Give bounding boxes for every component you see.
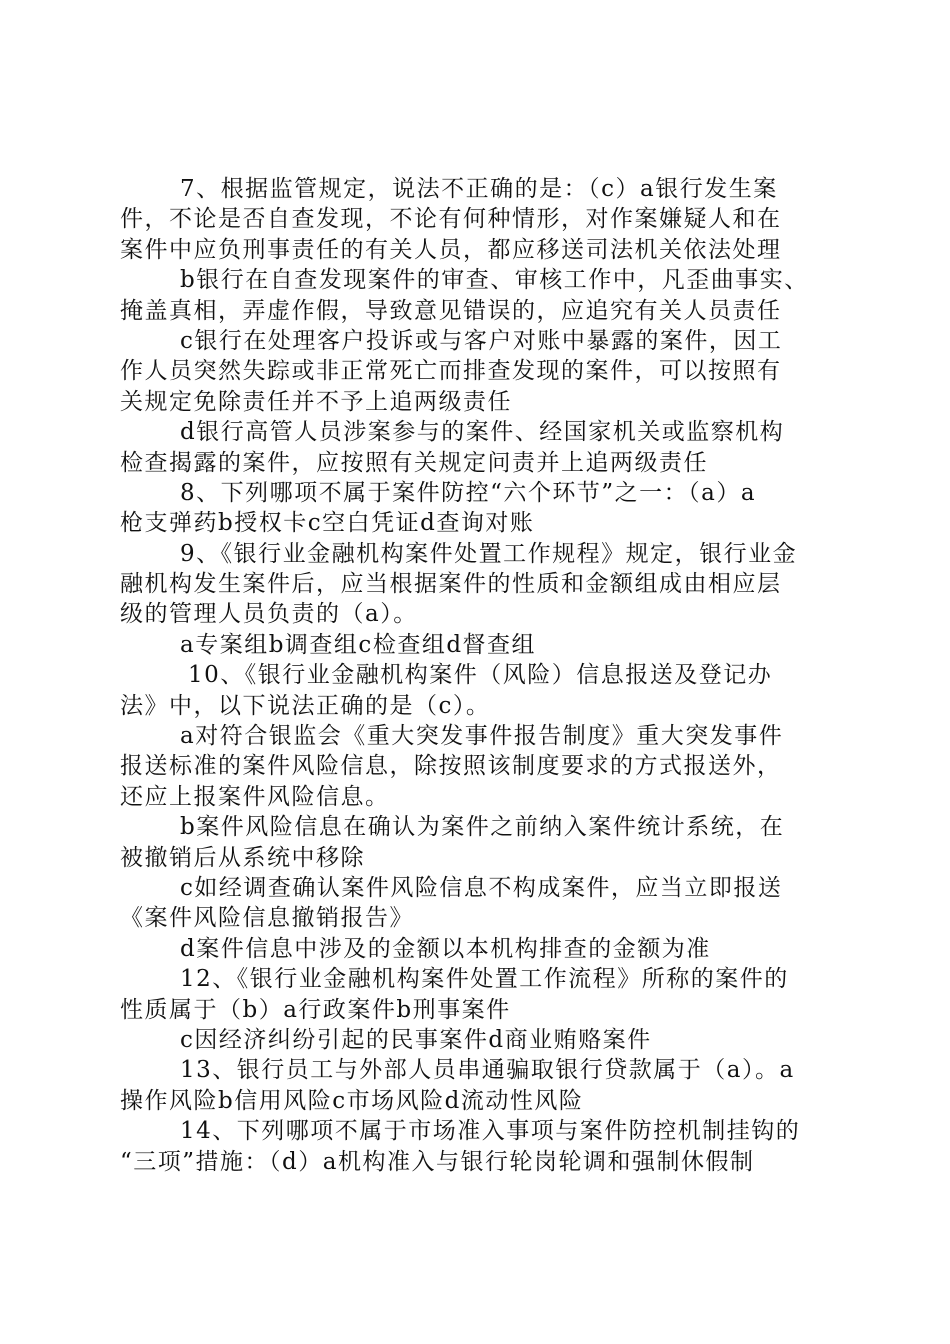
text-line: a对符合银监会《重大突发事件报告制度》重大突发事件 (180, 723, 784, 750)
text-line: c银行在处理客户投诉或与客户对账中暴露的案件，因工 (180, 327, 783, 354)
text-line: 枪支弹药b授权卡c空白凭证d查询对账 (120, 510, 535, 537)
text-line: 融机构发生案件后，应当根据案件的性质和金额组成由相应层 (120, 571, 782, 598)
text-line: 关规定免除责任并不予上追两级责任 (120, 388, 512, 415)
text-line: b银行在自查发现案件的审查、审核工作中，凡歪曲事实、 (180, 267, 809, 294)
text-line: 掩盖真相，弄虚作假，导致意见错误的，应追究有关人员责任 (120, 297, 782, 324)
document-body (120, 174, 860, 1177)
text-line: 性质属于（b）a行政案件b刑事案件 (120, 996, 511, 1023)
text-line: 10、《银行业金融机构案件（风险）信息报送及登记办 (188, 662, 773, 689)
text-line: 作人员突然失踪或非正常死亡而排查发现的案件，可以按照有 (120, 358, 782, 385)
text-line: 《案件风险信息撤销报告》 (120, 905, 414, 932)
text-line: 法》中，以下说法正确的是（c）。 (120, 692, 491, 719)
text-line: 还应上报案件风险信息。 (120, 783, 390, 810)
text-line: 14、下列哪项不属于市场准入事项与案件防控机制挂钩的 (180, 1118, 801, 1145)
text-line: c如经调查确认案件风险信息不构成案件，应当立即报送 (180, 874, 783, 901)
text-line: 9、《银行业金融机构案件处置工作规程》规定，银行业金 (180, 540, 798, 567)
text-line: 13、银行员工与外部人员串通骗取银行贷款属于（a）。a (180, 1057, 795, 1084)
text-line: 操作风险b信用风险c市场风险d流动性风险 (120, 1087, 584, 1114)
text-line: d案件信息中涉及的金额以本机构排查的金额为准 (180, 935, 711, 962)
text-line: 检查揭露的案件，应按照有关规定问责并上追两级责任 (120, 449, 708, 476)
text-line: 件，不论是否自查发现，不论有何种情形，对作案嫌疑人和在 (120, 206, 782, 233)
text-line: 报送标准的案件风险信息，除按照该制度要求的方式报送外， (120, 753, 782, 780)
text-line: “三项”措施：（d）a机构准入与银行轮岗轮调和强制休假制 (120, 1148, 755, 1175)
text-line: d银行高管人员涉案参与的案件、经国家机关或监察机构 (180, 419, 785, 446)
text-line: a专案组b调查组c检查组d督查组 (180, 631, 537, 658)
text-line: 12、《银行业金融机构案件处置工作流程》所称的案件的 (180, 966, 789, 993)
text-line: c因经济纠纷引起的民事案件d商业贿赂案件 (180, 1026, 652, 1053)
text-line: 被撤销后从系统中移除 (120, 844, 365, 871)
text-line: 级的管理人员负责的（a）。 (120, 601, 418, 628)
text-line: 案件中应负刑事责任的有关人员，都应移送司法机关依法处理 (120, 236, 782, 263)
text-line: b案件风险信息在确认为案件之前纳入案件统计系统，在 (180, 814, 785, 841)
text-line: 7、根据监管规定，说法不正确的是：（c）a银行发生案 (180, 176, 778, 202)
text-line: 8、下列哪项不属于案件防控“六个环节”之一：（a）a (180, 479, 757, 506)
